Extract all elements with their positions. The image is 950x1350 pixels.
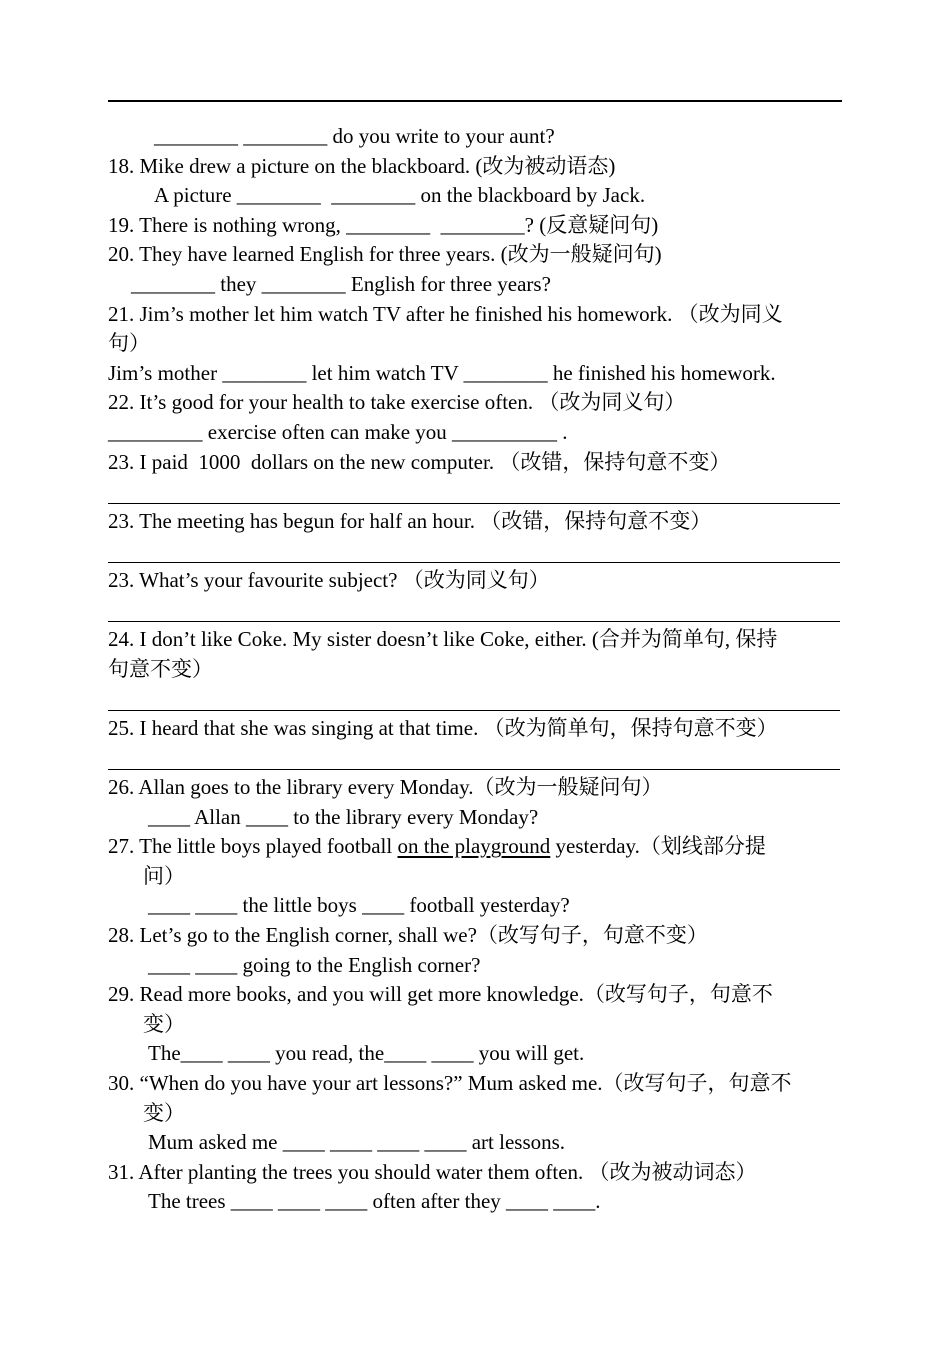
q21-answer-line: Jim’s mother ________ let him watch TV ________ he finished his homework. [108,360,776,385]
q25-prompt: 25. I heard that she was singing at that time. （改为简单句，保持句意不变） [108,715,778,740]
q26-prompt: 26. Allan goes to the library every Monday.（改为一般疑问句） [108,775,663,800]
q23a-blank[interactable] [108,477,844,507]
q18-prompt: 18. Mike drew a picture on the blackboard. (改为被动语态) [108,153,616,178]
q21-prompt: 21. Jim’s mother let him watch TV after he finished his homework. （改为同义 [108,301,783,326]
q21-prompt-cont: 句） [108,331,150,356]
q27-prompt-start: 27. The little boys played football [108,834,398,859]
q27-underlined-phrase: on the playground [397,834,551,859]
q20-answer-line: ________ they ________ English for three years? [131,271,551,296]
q22-prompt: 22. It’s good for your health to take exercise often. （改为同义句） [108,390,686,415]
q31-prompt: 31. After planting the trees you should water them often. （改为被动词态） [108,1159,757,1184]
top-divider [108,100,842,102]
q24-prompt-cont: 句意不变） [108,656,213,681]
q28-prompt: 28. Let’s go to the English corner, shall we?（改写句子，句意不变） [108,923,708,948]
q23b-blank[interactable] [108,536,844,566]
q28-answer-line: ____ ____ going to the English corner? [148,952,481,977]
q23b-prompt: 23. The meeting has begun for half an hour. （改错，保持句意不变） [108,508,712,533]
q20-prompt: 20. They have learned English for three years. (改为一般疑问句) [108,242,662,267]
q26-answer-line: ____ Allan ____ to the library every Monday? [148,804,539,829]
q18-answer-line: A picture ________ ________ on the blackboard by Jack. [154,183,646,208]
q23c-blank[interactable] [108,596,844,626]
q30-prompt-cont: 变） [143,1100,185,1125]
q27-prompt [108,832,844,862]
q23c-prompt: 23. What’s your favourite subject? （改为同义句） [108,567,550,592]
q30-answer-line: Mum asked me ____ ____ ____ ____ art lessons. [148,1130,566,1155]
q25-blank[interactable] [108,743,844,773]
q29-answer-line: The____ ____ you read, the____ ____ you will get. [148,1041,585,1066]
exercise-list [108,122,844,1217]
q22-answer-line: _________ exercise often can make you __________ . [108,419,568,444]
q27-answer-line: ____ ____ the little boys ____ football yesterday? [148,893,570,918]
q29-prompt-cont: 变） [143,1011,185,1036]
q19-prompt: 19. There is nothing wrong, ________ ________? (反意疑问句) [108,212,659,237]
q27-prompt-cont: 问） [143,863,185,888]
q30-prompt: 30. “When do you have your art lessons?” Mum asked me.（改写句子，句意不 [108,1071,792,1095]
q24-prompt: 24. I don’t like Coke. My sister doesn’t like Coke, either. (合并为简单句, 保持 [108,627,778,652]
q27-prompt-end: yesterday.（划线部分提 [550,834,766,859]
q29-prompt: 29. Read more books, and you will get more knowledge.（改写句子，句意不 [108,982,773,1007]
q24-blank[interactable] [108,684,844,714]
q31-answer-line: The trees ____ ____ ____ often after they ____ ____. [148,1189,601,1214]
q17-answer-line: ________ ________ do you write to your aunt? [154,124,555,148]
q23a-prompt: 23. I paid 1000 dollars on the new computer. （改错，保持句意不变） [108,449,731,474]
